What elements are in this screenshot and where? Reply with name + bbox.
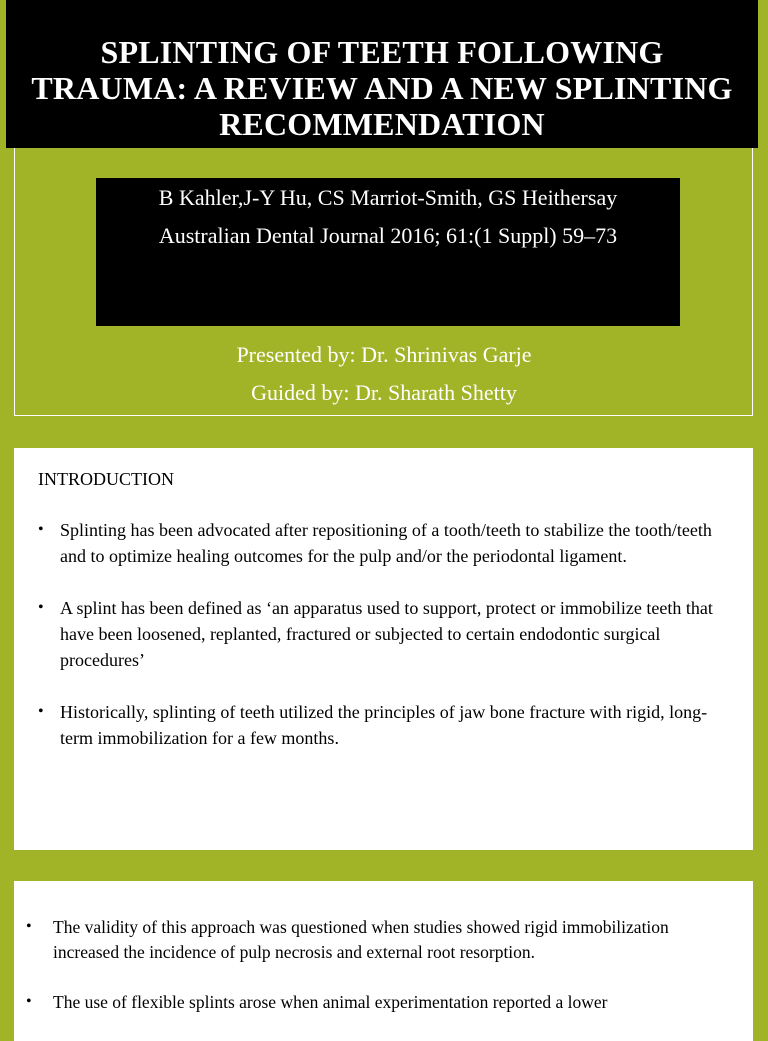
section-heading: INTRODUCTION <box>38 469 174 489</box>
bullet-icon: • <box>38 703 44 720</box>
presented-by: Presented by: Dr. Shrinivas Garje <box>236 342 532 367</box>
citation: Australian Dental Journal 2016; 61:(1 Suppl) 59–73 <box>158 223 618 248</box>
bullet-icon: • <box>26 918 32 935</box>
bullet-text: Splinting has been advocated after repositioning of a tooth/teeth to stabilize the tooth/teeth and to optimize healing outcomes for the pulp and/or the periodontal ligament. <box>60 520 712 566</box>
bullet-list <box>24 915 736 1041</box>
bullet-icon: • <box>38 521 44 538</box>
list-item <box>36 517 726 569</box>
bullet-icon: • <box>38 599 44 616</box>
list-item <box>24 990 736 1015</box>
bullet-icon: • <box>26 993 32 1010</box>
list-item <box>36 699 726 751</box>
continuation-slide <box>14 881 753 1041</box>
presentation-title: SPLINTING OF TEETH FOLLOWING TRAUMA: A REVIEW AND A NEW SPLINTING RECOMMENDATION <box>31 34 733 142</box>
authors-box <box>96 178 680 326</box>
title-slide <box>0 0 768 432</box>
introduction-slide <box>14 448 753 850</box>
bullet-text: The use of flexible splints arose when animal experimentation reported a lower <box>53 992 608 1012</box>
bullet-text: A splint has been defined as ‘an apparatus used to support, protect or immobilize teeth that have been loosened, replanted, fractured or subjected to certain endodontic surgical procedures’ <box>60 598 713 670</box>
bullet-text: Historically, splinting of teeth utilized the principles of jaw bone fracture with rigid, long-term immobilization for a few months. <box>60 702 708 748</box>
list-item <box>24 915 736 964</box>
guided-by: Guided by: Dr. Sharath Shetty <box>251 380 517 405</box>
list-item <box>36 595 726 673</box>
bullet-text: The validity of this approach was questioned when studies showed rigid immobilization increased the incidence of pulp necrosis and external root resorption. <box>53 917 669 962</box>
authors: B Kahler,J-Y Hu, CS Marriot-Smith, GS Heithersay <box>158 185 618 210</box>
bullet-list <box>36 517 726 777</box>
title-banner <box>6 0 758 148</box>
